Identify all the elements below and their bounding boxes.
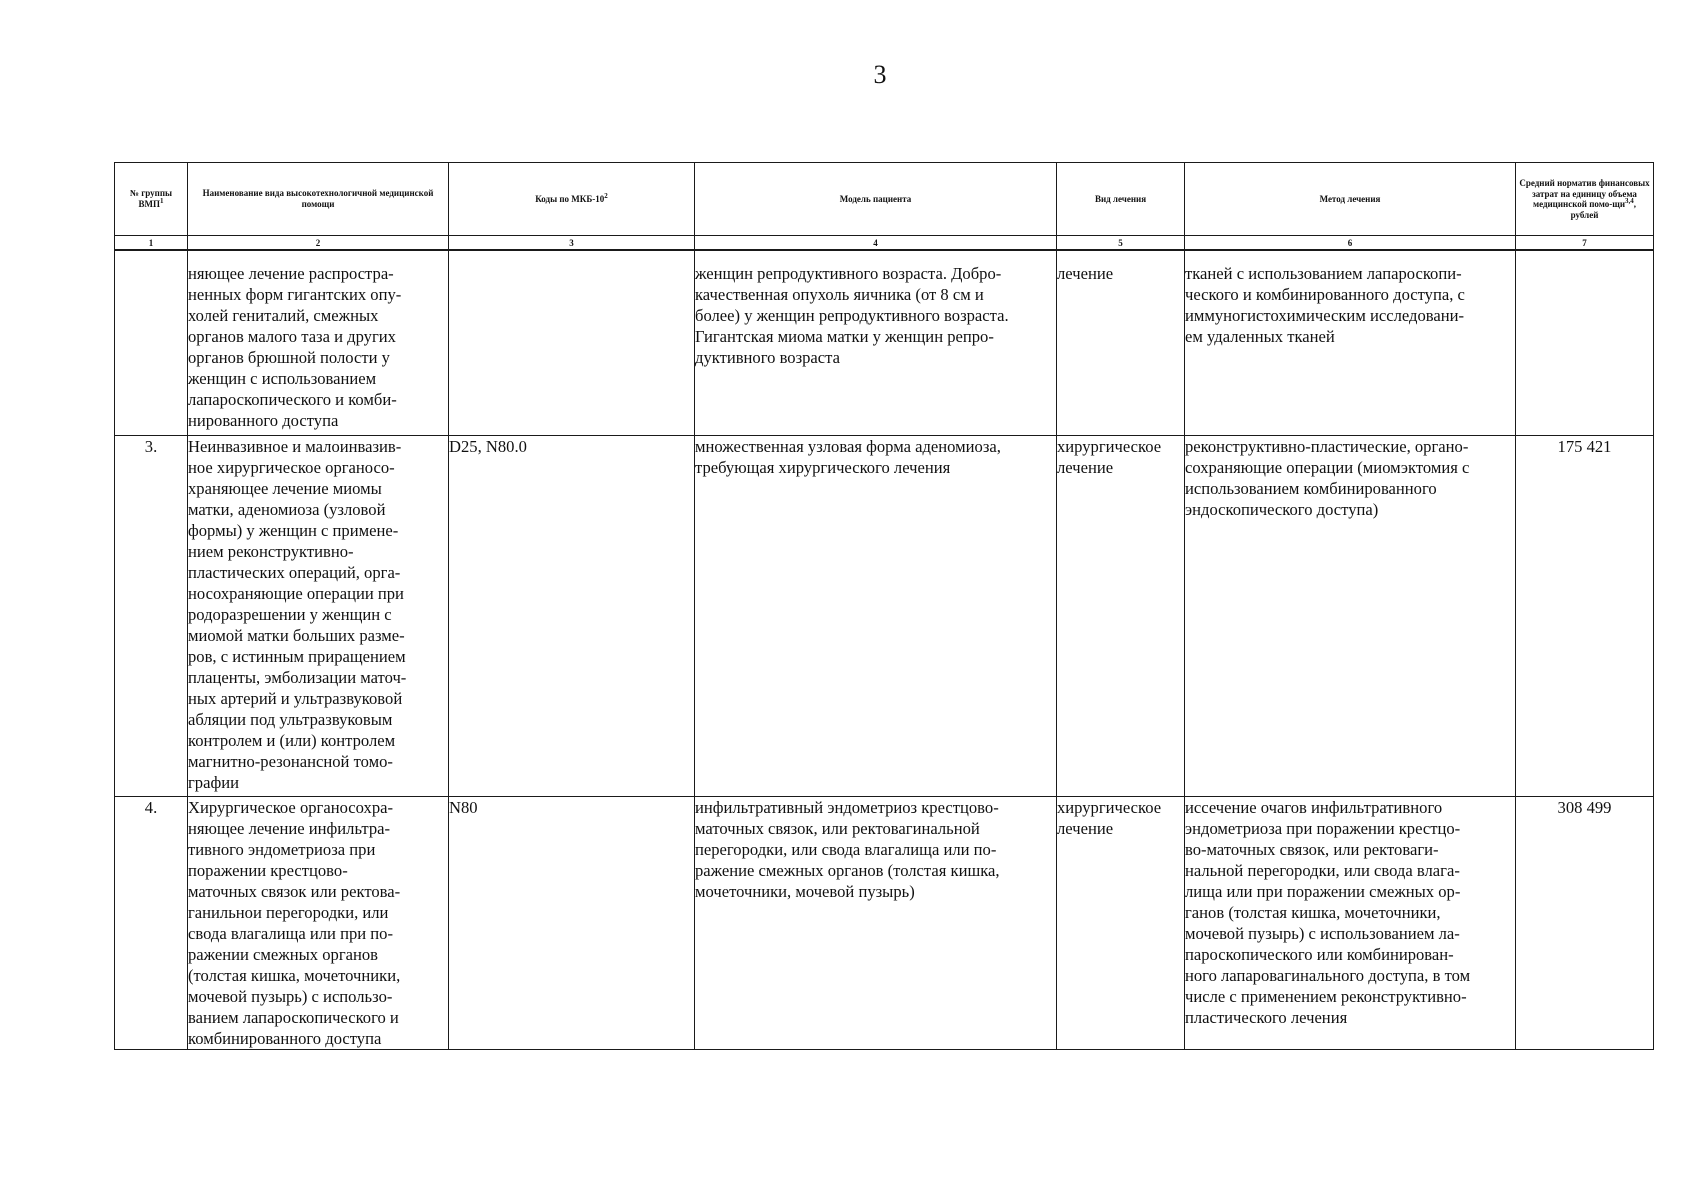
column-number: 3 [449,236,695,251]
treatment-type-cell: хирургическое лечение [1057,797,1185,1050]
header-treatment-type: Вид лечения [1057,163,1185,236]
treatment-method-cell: реконструктивно-пластические, органо- сохраняющие операции (миомэктомия с использованием комбинированного эндоскопического доступа) [1185,436,1516,797]
column-number: 4 [695,236,1057,251]
patient-model-cell: женщин репродуктивного возраста. Добро- качественная опухоль яичника (от 8 см и более) у женщин репродуктивного возраста. Гигантская миома матки у женщин репро- дуктивного возраста [695,250,1057,436]
column-number: 7 [1516,236,1654,251]
patient-model-cell: множественная узловая форма аденомиоза, требующая хирургического лечения [695,436,1057,797]
header-group-number: № группы ВМП$^1$ [115,163,188,236]
care-type-name-cell: Неинвазивное и малоинвазив- ное хирургическое органосо- храняющее лечение миомы матки, аденомиоза (узловой формы) у женщин с примене- нием реконструктивно- пластических операций, орга- носохраняющие операции при родоразрешении у женщин с миомой матки больших разме- ров, с истинным приращением плаценты, эмболизации маточ- ных артерий и ультразвуковой абляции под ультразвуковым контролем и (или) контролем магнитно-резонансной томо- графии [188,436,449,797]
column-number: 5 [1057,236,1185,251]
table-row [115,436,1654,797]
header-average-cost: Средний норматив финансовых затрат на единицу объема медицинской помо-щи$^{3,4}$, рублей [1516,163,1654,236]
treatment-method-cell: тканей с использованием лапароскопи- ческого и комбинированного доступа, с иммуногистохимическим исследовани- ем удаленных тканей [1185,250,1516,436]
treatment-method-cell: иссечение очагов инфильтративного эндометриоза при поражении крестцо- во-маточных связок, или ректоваги- нальной перегородки, или свода влага- лища или при поражении смежных ор- ганов (толстая кишка, мочеточники, мочевой пузырь) с использованием ла- пароскопического или комбинирован- ного лапаровагинального доступа, в том числе с применением реконструктивно- пластического лечения [1185,797,1516,1050]
table-header-row [115,163,1654,236]
vmp-table [114,162,1654,1050]
header-icd-codes: Коды по МКБ-$10^2$ [449,163,695,236]
group-number-cell: 4. [115,797,188,1050]
group-number-cell [115,250,188,436]
average-cost-cell: 175 421 [1516,436,1654,797]
table-column-numbers-row [115,236,1654,251]
table-row [115,250,1654,436]
care-type-name-cell: няющее лечение распростра- ненных форм гигантских опу- холей гениталий, смежных органов малого таза и других органов брюшной полости у женщин с использованием лапароскопического и комби- нированного доступа [188,250,449,436]
average-cost-cell [1516,250,1654,436]
treatment-type-cell: лечение [1057,250,1185,436]
page-number: 3 [873,60,887,89]
header-patient-model: Модель пациента [695,163,1057,236]
average-cost-cell: 308 499 [1516,797,1654,1050]
column-number: 1 [115,236,188,251]
care-type-name-cell: Хирургическое органосохра- няющее лечение инфильтра- тивного эндометриоза при поражении крестцово- маточных связок или ректова- ганильнои перегородки, или свода влагалища или при по- ражении смежных органов (толстая кишка, мочеточники, мочевой пузырь) с использо- ванием лапароскопического и комбинированного доступа [188,797,449,1050]
treatment-type-cell: хирургическое лечение [1057,436,1185,797]
icd-codes-cell: D25, N80.0 [449,436,695,797]
header-care-type-name: Наименование вида высокотехнологичной медицинской помощи [188,163,449,236]
header-treatment-method: Метод лечения [1185,163,1516,236]
group-number-cell: 3. [115,436,188,797]
icd-codes-cell [449,250,695,436]
patient-model-cell: инфильтративный эндометриоз крестцово- маточных связок, или ректовагинальной перегородки, или свода влагалища или по- ражение смежных органов (толстая кишка, мочеточники, мочевой пузырь) [695,797,1057,1050]
icd-codes-cell: N80 [449,797,695,1050]
column-number: 2 [188,236,449,251]
column-number: 6 [1185,236,1516,251]
table-row [115,797,1654,1050]
